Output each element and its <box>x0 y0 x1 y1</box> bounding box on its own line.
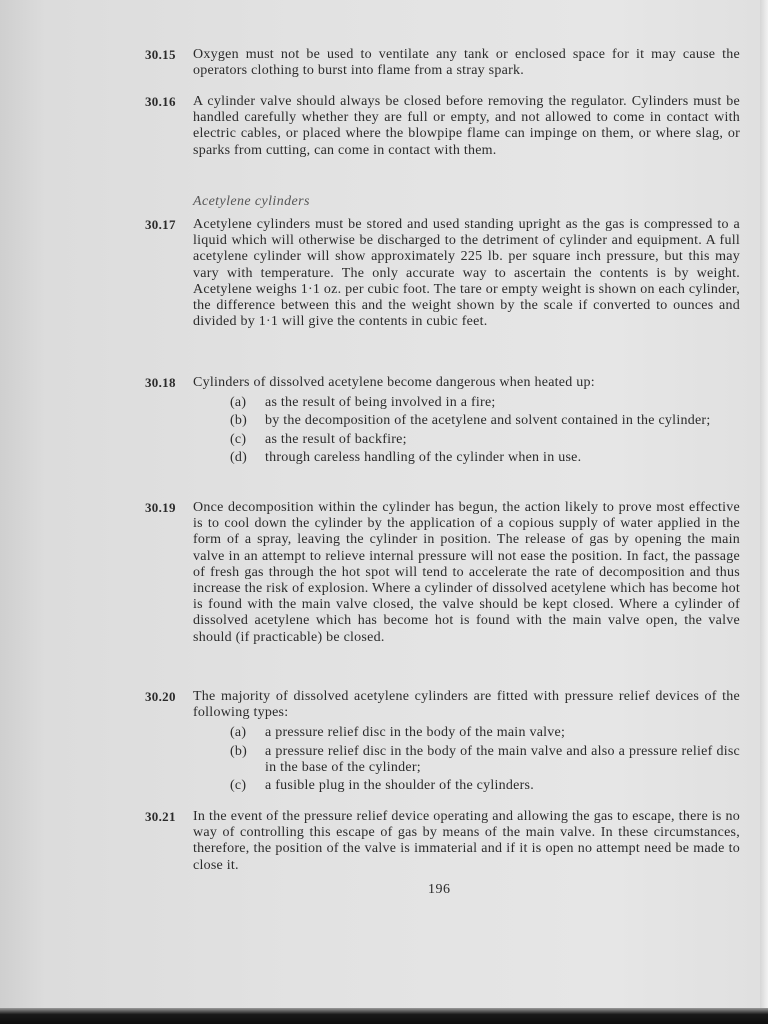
list-item-label: (c) <box>230 778 247 794</box>
page-number: 196 <box>428 882 451 897</box>
list-item-label: (b) <box>230 413 248 429</box>
page-edge-bottom <box>0 1008 768 1024</box>
paragraph-text: In the event of the pressure relief device operating and allowing the gas to escape, there is no way of controlling this escape of gas by means of the main valve. In these circumstances, therefore, the position of the valve is immaterial and if it is open no attempt need be made to close it. <box>193 809 740 873</box>
relief-device-list <box>193 725 740 794</box>
paragraph-30-17 <box>145 217 740 330</box>
paragraph-30-19 <box>145 500 740 646</box>
hazard-list <box>193 395 740 466</box>
list-item-label: (a) <box>230 395 247 411</box>
paragraph-number: 30.19 <box>145 500 176 515</box>
paragraph-number: 30.17 <box>145 217 176 232</box>
list-item-label: (d) <box>230 449 248 465</box>
paragraph-number: 30.15 <box>145 47 176 62</box>
list-item-text: a pressure relief disc in the body of the main valve; <box>265 725 566 741</box>
page-edge-right <box>760 0 768 1010</box>
paragraph-30-15 <box>145 47 740 79</box>
list-item-text: a pressure relief disc in the body of the main valve and also a pressure relief disc in the base of the cylinder; <box>265 743 740 775</box>
paragraph-30-16 <box>145 94 740 159</box>
list-item-text: as the result of backfire; <box>265 431 407 447</box>
paragraph-number: 30.16 <box>145 94 176 109</box>
section-heading: Acetylene cylinders <box>193 194 310 209</box>
paragraph-text: A cylinder valve should always be closed before removing the regulator. Cylinders must be handled carefully whether they are full or empty, and not allowed to come in contact with electric cables, or placed where the blowpipe flame can impinge on them, or where slag, or sparks from cutting, can come in contact with them. <box>193 94 740 158</box>
paragraph-text: Once decomposition within the cylinder has begun, the action likely to prove most effective is to cool down the cylinder by the application of a copious supply of water applied in the form of a spray, leaving the cylinder in position. The release of gas by opening the main valve in an attempt to relieve internal pressure will not ease the position. In fact, the passage of fresh gas through the hot spot will tend to accelerate the rate of decomposition and thus increase the risk of explosion. Where a cylinder of dissolved acetylene which has become hot is found with the main valve closed, the valve should be kept closed. Where a cylinder of dissolved acetylene which has become hot is found with the main valve open, the valve should (if practicable) be closed. <box>193 500 740 645</box>
list-item-text: as the result of being involved in a fire; <box>265 395 496 411</box>
list-item <box>193 432 740 448</box>
list-item-label: (c) <box>230 431 247 447</box>
list-item-text: a fusible plug in the shoulder of the cylinders. <box>265 778 534 794</box>
list-item-label: (b) <box>230 743 248 759</box>
list-item-text: through careless handling of the cylinder when in use. <box>265 449 582 465</box>
paragraph-30-21 <box>145 809 740 874</box>
list-item <box>193 725 740 741</box>
paragraph-text: The majority of dissolved acetylene cylinders are fitted with pressure relief devices of the following types: <box>193 689 740 721</box>
paragraph-number: 30.20 <box>145 689 176 704</box>
list-item <box>193 413 740 429</box>
list-item <box>193 744 740 776</box>
paragraph-text: Oxygen must not be used to ventilate any tank or enclosed space for it may cause the operators clothing to burst into flame from a stray spark. <box>193 47 740 79</box>
list-item <box>193 778 740 794</box>
paragraph-30-20 <box>145 689 740 796</box>
paragraph-text: Cylinders of dissolved acetylene become dangerous when heated up: <box>193 375 595 390</box>
list-item <box>193 395 740 411</box>
paragraph-30-18 <box>145 375 740 468</box>
paragraph-number: 30.18 <box>145 375 176 390</box>
list-item-text: by the decomposition of the acetylene and solvent contained in the cylinder; <box>265 413 711 429</box>
list-item-label: (a) <box>230 725 247 741</box>
paragraph-text: Acetylene cylinders must be stored and used standing upright as the gas is compressed to a liquid which will otherwise be discharged to the detriment of cylinder and equipment. A full acetylene cylinder will show approximately 225 lb. per square inch pressure, but this may vary with temperature. The only accurate way to ascertain the contents is by weight. Acetylene weighs 1·1 oz. per cubic foot. The tare or empty weight is shown on each cylinder, the difference between this and the weight shown by the scale if converted to ounces and divided by 1·1 will give the contents in cubic feet. <box>193 217 740 330</box>
list-item <box>193 450 740 466</box>
paragraph-number: 30.21 <box>145 809 176 824</box>
